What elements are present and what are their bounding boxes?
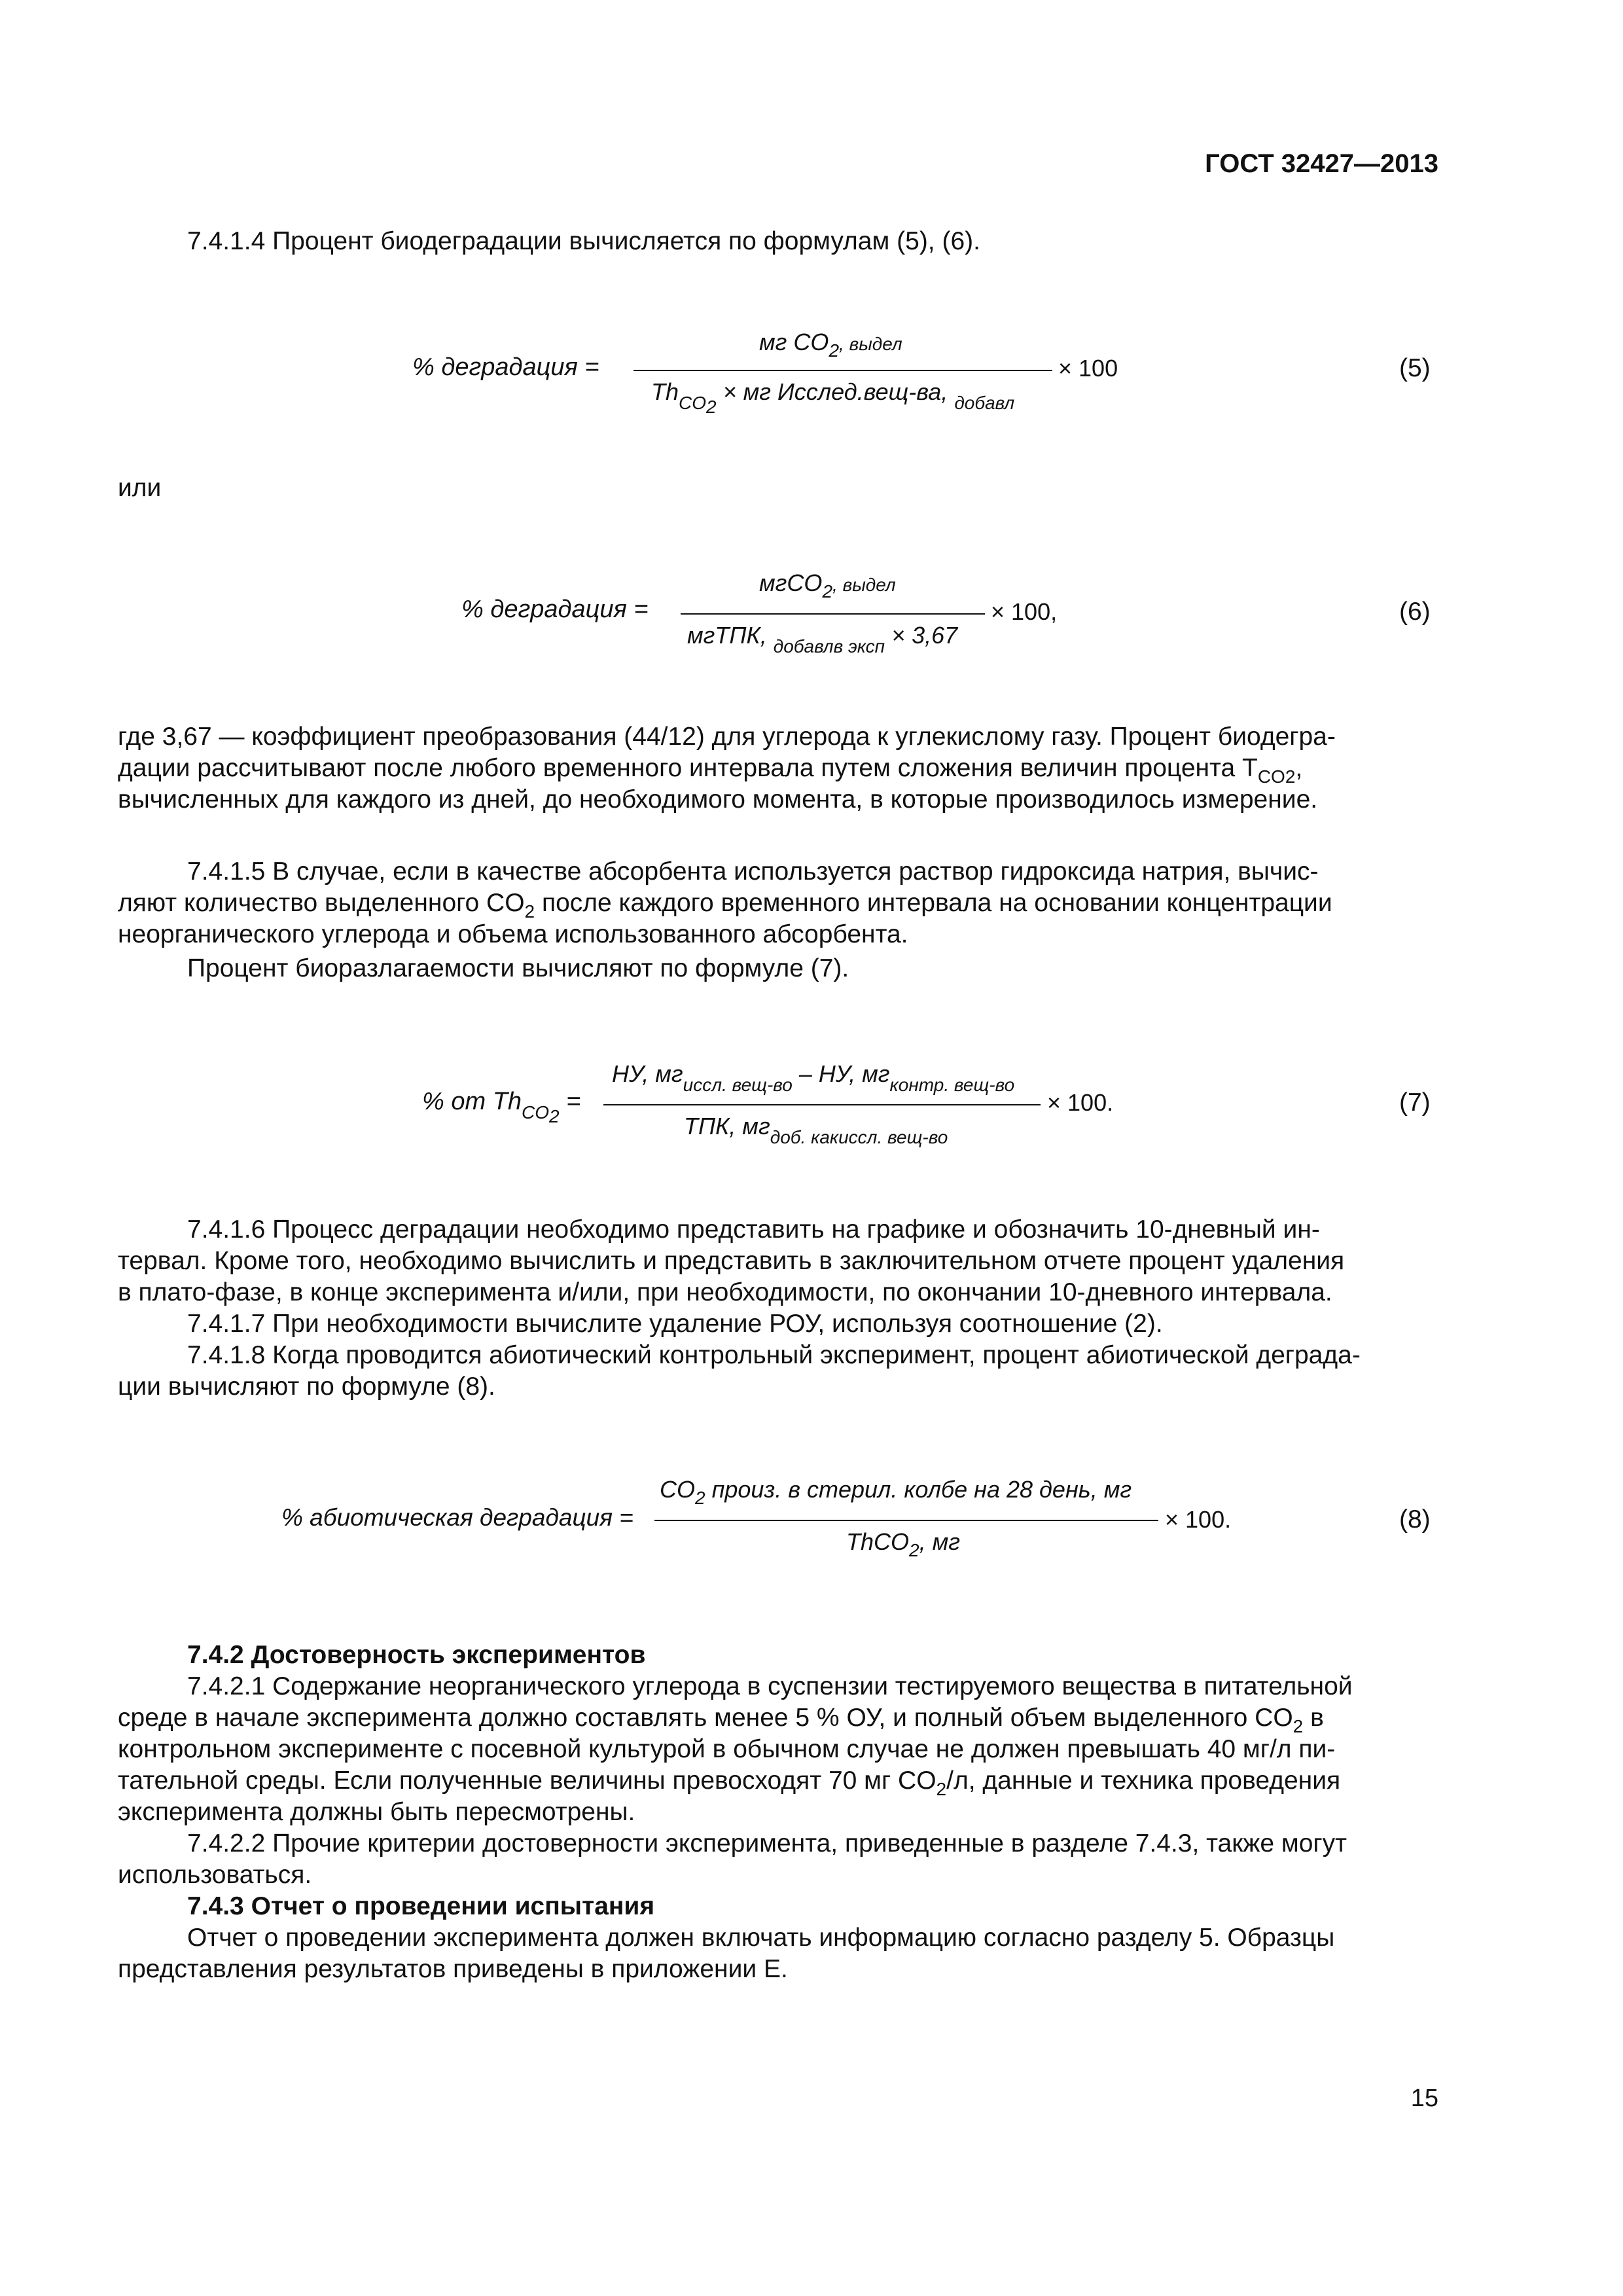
paragraph-7-4-2-2-line-2: использоваться. (118, 1861, 312, 1889)
paragraph-7-4-3-line-1: Отчет о проведении эксперимента должен включать информацию согласно разделу 5. Образцы (187, 1924, 1335, 1952)
formula-6-numerator: мгCO$_2$, выдел (759, 569, 896, 601)
paragraph-where-line-1: где 3,67 — коэффициент преобразования (44/12) для углерода к углекислому газу. Процент биодегра- (118, 723, 1336, 751)
formula-5-lhs: % деградация = (412, 353, 599, 381)
formula-7-lhs: % от $Th_{CO2}$ = (422, 1088, 581, 1126)
formula-8-denominator: ThCO$_2$, мг (846, 1528, 961, 1560)
formula-8-lhs: % абиотическая деградация = (281, 1504, 633, 1531)
formula-7-number: (7) (1399, 1088, 1431, 1117)
paragraph-7-4-1-6-line-1: 7.4.1.6 Процесс деградации необходимо представить на графике и обозначить 10-дневный ин- (187, 1215, 1320, 1244)
paragraph-7-4-1-5-line-2: ляют количество выделенного $CO_2$ после каждого временного интервала на основании концентрации (118, 889, 1332, 922)
paragraph-7-4-2-2-line-1: 7.4.2.2 Прочие критерии достоверности эксперимента, приведенные в разделе 7.4.3, также могут (187, 1829, 1347, 1857)
formula-8-numerator: $CO_2$ произ. в стерил. колбе на 28 день, мг (660, 1476, 1132, 1508)
formula-5-number: (5) (1399, 354, 1431, 382)
or-text: или (118, 474, 162, 502)
heading-7-4-2: 7.4.2 Достоверность экспериментов (187, 1641, 646, 1669)
paragraph-7-4-1-8-line-1: 7.4.1.8 Когда проводится абиотический контрольный эксперимент, процент абиотической деграда- (187, 1341, 1361, 1369)
formula-5-multiplier: × 100 (1058, 355, 1118, 382)
heading-7-4-3: 7.4.3 Отчет о проведении испытания (187, 1892, 655, 1920)
formula-5-numerator: мг $CO_2$, выдел (759, 329, 902, 361)
formula-8-number: (8) (1399, 1505, 1431, 1534)
formula-7-multiplier: × 100. (1047, 1089, 1114, 1116)
formula-6-multiplier: × 100, (991, 598, 1058, 625)
formula-6-number: (6) (1399, 598, 1431, 626)
paragraph-7-4-2-1-line-1: 7.4.2.1 Содержание неорганического углерода в суспензии тестируемого вещества в питательной (187, 1672, 1353, 1700)
page-number: 15 (1410, 2085, 1438, 2112)
paragraph-7-4-1-5-line-3: неорганического углерода и объема использованного абсорбента. (118, 920, 908, 948)
formula-7-numerator: НУ, $мг_{иссл. вещ-во}$ – НУ, $мг_{контр. вещ-во}$ (612, 1060, 1015, 1095)
paragraph-where-line-2: дации рассчитывают после любого временного интервала путем сложения величин процента $T_{CO2}$, (118, 754, 1303, 787)
paragraph-7-4-2-1-line-5: эксперимента должны быть пересмотрены. (118, 1798, 635, 1826)
formula-6-denominator: мгТПК, $_{добавлв эксп}$ × 3,67 (687, 622, 958, 656)
paragraph-7-4-2-1-line-2: среде в начале эксперимента должно составлять менее 5 % ОУ, и полный объем выделенного $CO_2$ в (118, 1704, 1324, 1736)
paragraph-7-4-3-line-2: представления результатов приведены в приложении Е. (118, 1955, 788, 1983)
paragraph-7-4-1-5-line-1: 7.4.1.5 В случае, если в качестве абсорбента используется раствор гидроксида натрия, вычис- (187, 857, 1319, 886)
paragraph-7-4-1-5-line-4: Процент биоразлагаемости вычисляют по формуле (7). (187, 954, 849, 982)
paragraph-7-4-1-6-line-2: тервал. Кроме того, необходимо вычислить и представить в заключительном отчете процент удаления (118, 1247, 1345, 1275)
formula-5-fraction-bar (633, 370, 1052, 371)
formula-6-fraction-bar (681, 613, 985, 615)
paragraph-where-line-3: вычисленных для каждого из дней, до необходимого момента, в которые производилось измерение. (118, 785, 1318, 814)
formula-6-lhs: % деградация = (461, 596, 649, 623)
formula-7-denominator: ТПК, $мг_{доб. какиссл. вещ-во}$ (684, 1113, 948, 1147)
paragraph-7-4-1-7: 7.4.1.7 При необходимости вычислите удаление РОУ, используя соотношение (2). (187, 1310, 1163, 1338)
formula-7-fraction-bar (603, 1104, 1041, 1105)
paragraph-7-4-1-8-line-2: ции вычисляют по формуле (8). (118, 1372, 495, 1401)
formula-8-multiplier: × 100. (1165, 1506, 1232, 1533)
paragraph-7-4-2-1-line-3: контрольном эксперименте с посевной культурой в обычном случае не должен превышать 40 мг/л пи- (118, 1735, 1336, 1763)
formula-5-denominator: $Th_{CO2}$ × мг Исслед.вещ-ва, $_{добавл}$ (651, 378, 1015, 417)
paragraph-7-4-2-1-line-4: тательной среды. Если полученные величины превосходят 70 мг $CO_2/л$, данные и техника проведения (118, 1767, 1341, 1799)
paragraph-7-4-1-6-line-3: в плато-фазе, в конце эксперимента и/или, при необходимости, по окончании 10-дневного интервала. (118, 1278, 1332, 1306)
formula-8-fraction-bar (654, 1520, 1158, 1521)
paragraph-7-4-1-4: 7.4.1.4 Процент биодеградации вычисляется по формулам (5), (6). (187, 227, 980, 255)
document-header: ГОСТ 32427—2013 (1205, 149, 1438, 178)
